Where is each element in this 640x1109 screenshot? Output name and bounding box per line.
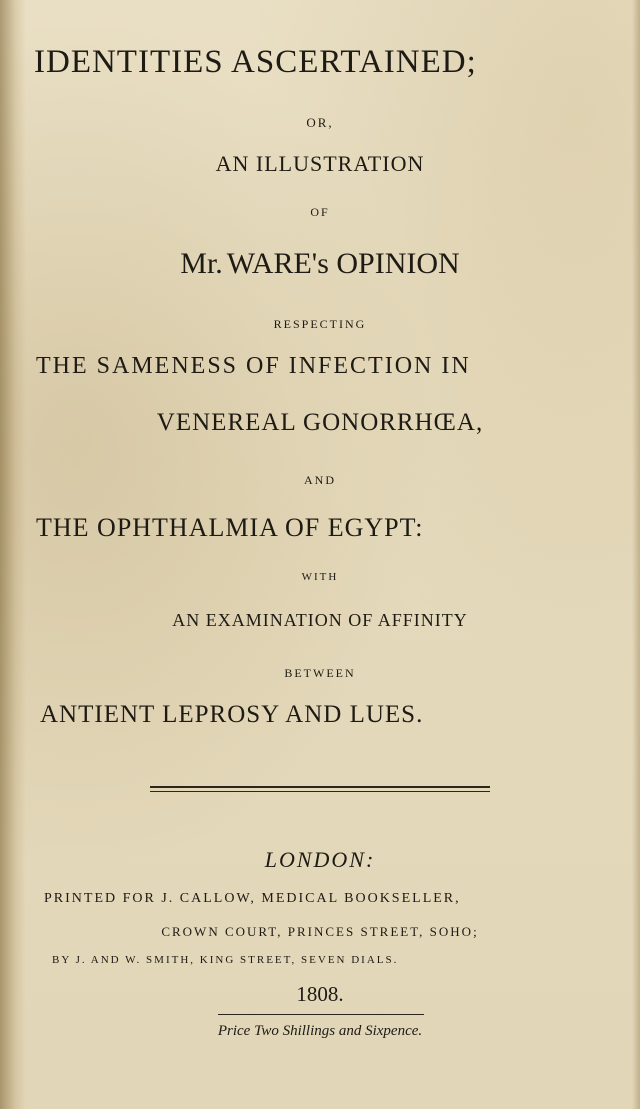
venereal-line: VENEREAL GONORRHŒA, xyxy=(156,409,484,436)
between-line: BETWEEN xyxy=(284,666,356,680)
of-line: OF xyxy=(310,205,330,219)
price-line: Price Two Shillings and Sixpence. xyxy=(217,1023,423,1039)
opinion-main: WARE's OPINION xyxy=(226,247,460,280)
year-rule xyxy=(218,1014,424,1015)
main-title: IDENTITIES ASCERTAINED; xyxy=(34,44,477,80)
double-rule-top xyxy=(150,786,490,788)
mr-prefix: Mr. xyxy=(180,247,223,280)
examination-line: AN EXAMINATION OF AFFINITY xyxy=(172,610,468,630)
ophthalmia-line: THE OPHTHALMIA OF EGYPT: xyxy=(36,513,424,542)
imprint-year: 1808. xyxy=(296,982,344,1006)
or-line: OR, xyxy=(306,115,334,130)
double-rule-bottom xyxy=(150,791,490,792)
imprint-line-3: BY J. AND W. SMITH, KING STREET, SEVEN DIALS. xyxy=(52,954,399,966)
leprosy-line: ANTIENT LEPROSY AND LUES. xyxy=(40,701,424,728)
imprint-city: LONDON: xyxy=(264,847,376,872)
opinion-heading xyxy=(0,249,640,279)
sameness-line: THE SAMENESS OF INFECTION IN xyxy=(36,353,471,379)
imprint-line-2: CROWN COURT, PRINCES STREET, SOHO; xyxy=(161,924,479,939)
subtitle-illustration: AN ILLUSTRATION xyxy=(215,151,425,176)
imprint-line-1: PRINTED FOR J. CALLOW, MEDICAL BOOKSELLER, xyxy=(44,891,461,906)
respecting-line: RESPECTING xyxy=(273,317,367,331)
and-line: AND xyxy=(304,473,336,487)
with-line: WITH xyxy=(301,571,339,583)
